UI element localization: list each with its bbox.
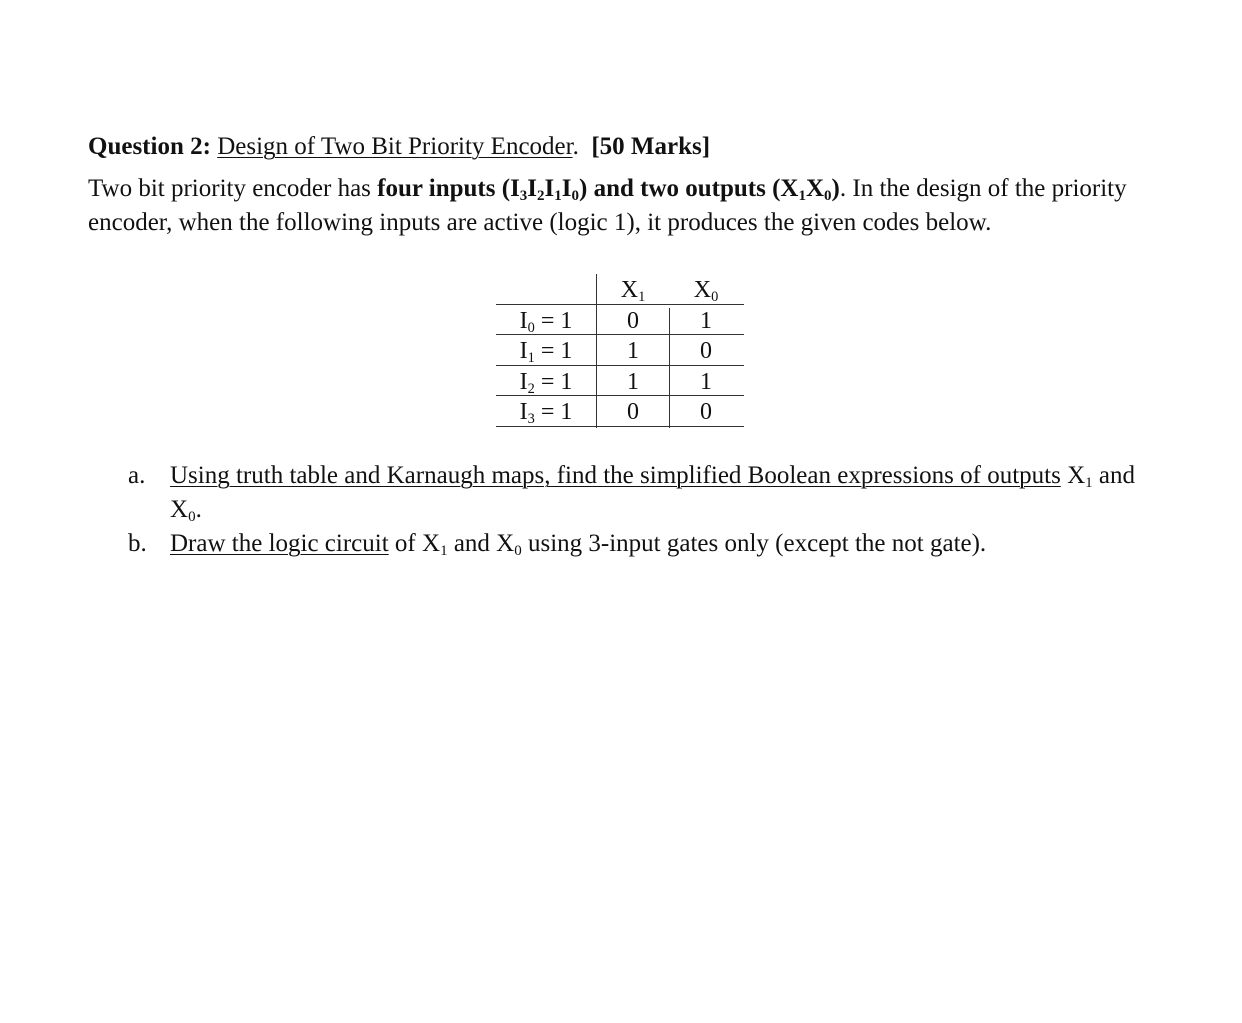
- encoder-code-table: [496, 274, 744, 428]
- item-a-x0-sub: 0: [188, 509, 196, 526]
- intro-text-start: Two bit priority encoder has: [88, 175, 378, 202]
- header-x0-sub: 0: [711, 289, 719, 306]
- row-input-rest: = 1: [534, 399, 573, 425]
- intro-bold-end: ): [831, 175, 840, 202]
- item-a-x-base: X: [1060, 462, 1086, 489]
- table-vline-2: [669, 308, 670, 428]
- row-input-sub: 2: [527, 381, 535, 398]
- row-x0-value: 1: [700, 369, 712, 395]
- row-input-base: I: [519, 399, 528, 425]
- header-x1-base: X: [620, 277, 639, 303]
- row-input: [496, 398, 596, 426]
- item-a-and: and: [1092, 462, 1135, 489]
- item-a-x-sub: 1: [1085, 475, 1093, 492]
- header-x0-base: X: [693, 277, 712, 303]
- intro-bold-I0: I: [561, 175, 572, 202]
- item-b-sub-1: 1: [440, 543, 448, 560]
- intro-xsub-0: 0: [824, 188, 832, 205]
- intro-sub-0: 0: [571, 188, 579, 205]
- row-input: [496, 337, 596, 365]
- question-title: Design of Two Bit Priority Encoder: [217, 133, 573, 160]
- intro-sub-3: 3: [519, 188, 528, 205]
- question-label: Question 2:: [88, 133, 211, 160]
- table-vline-1: [596, 274, 597, 428]
- item-b-content: [170, 527, 986, 561]
- row-x1-value: 1: [627, 338, 639, 364]
- row-x0-value: 0: [700, 399, 712, 425]
- item-a-period: .: [195, 496, 202, 523]
- row-input-base: I: [519, 369, 528, 395]
- item-a-x0-base: X: [170, 496, 189, 523]
- intro-bold-I2: I: [527, 175, 538, 202]
- row-x1-value: 1: [627, 369, 639, 395]
- intro-line-2: encoder, when the following inputs are active (logic 1), it produces the given codes below.: [88, 209, 992, 236]
- list-item-b: [128, 527, 1178, 563]
- item-a-marker: a.: [128, 462, 146, 489]
- row-input-base: I: [519, 308, 528, 334]
- intro-paragraph: [88, 172, 1178, 240]
- row-input: [496, 368, 596, 396]
- item-b-marker: b.: [128, 530, 147, 557]
- question-heading: [88, 130, 710, 164]
- item-a-content: [170, 459, 1135, 493]
- header-x1-sub: 1: [638, 289, 646, 306]
- question-title-period: .: [572, 133, 579, 160]
- intro-bold-part: four inputs (I: [377, 175, 520, 202]
- header-x1: [599, 276, 667, 304]
- list-item-a: [128, 459, 1178, 531]
- row-input: [496, 307, 596, 335]
- question-marks: [50 Marks]: [591, 133, 711, 160]
- item-a-line-2: [170, 493, 202, 527]
- row-x0-value: 0: [700, 338, 712, 364]
- intro-text-end: . In the design of the priority: [839, 175, 1127, 202]
- intro-bold-phrase: [377, 175, 840, 205]
- intro-bold-X0: X: [805, 175, 825, 202]
- intro-bold-mid: ) and two outputs (X: [579, 175, 799, 202]
- row-x1-value: 0: [627, 399, 639, 425]
- item-b-of-x: of X: [388, 530, 441, 557]
- row-input-base: I: [519, 338, 528, 364]
- item-b-and-x: and X: [447, 530, 515, 557]
- row-input-rest: = 1: [534, 308, 573, 334]
- row-x0-value: 1: [700, 308, 712, 334]
- intro-xsub-1: 1: [798, 188, 806, 205]
- row-input-rest: = 1: [534, 338, 573, 364]
- row-input-sub: 1: [527, 350, 535, 367]
- item-b-underlined: Draw the logic circuit: [170, 530, 389, 557]
- item-b-sub-0: 0: [514, 543, 522, 560]
- row-input-sub: 3: [527, 411, 535, 428]
- table-hline-header: [496, 304, 744, 305]
- row-x1-value: 0: [627, 308, 639, 334]
- row-input-rest: = 1: [534, 369, 573, 395]
- item-a-underlined: Using truth table and Karnaugh maps, find the simplified Boolean expressions of outputs: [170, 462, 1061, 489]
- header-x0: [672, 276, 740, 304]
- intro-sub-1: 1: [554, 188, 562, 205]
- item-b-rest: using 3-input gates only (except the not gate).: [521, 530, 987, 557]
- intro-bold-I1: I: [544, 175, 555, 202]
- intro-sub-2: 2: [537, 188, 545, 205]
- intro-line-1: [88, 172, 1178, 206]
- row-input-sub: 0: [527, 320, 535, 337]
